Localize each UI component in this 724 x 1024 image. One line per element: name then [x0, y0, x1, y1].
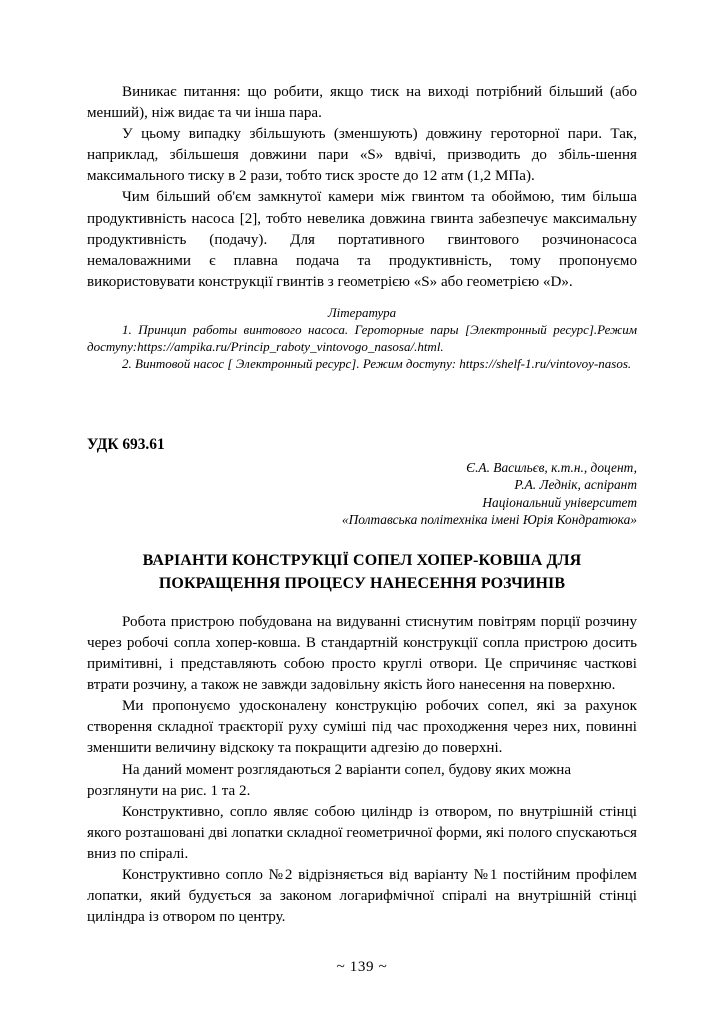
article-header — [87, 435, 637, 595]
references-section — [87, 304, 637, 373]
paragraph: У цьому випадку збільшують (зменшують) довжину героторної пари. Так, наприклад, збільшешя довжини пари «S» вдвічі, призводить до збіль-шення максимального тиску в 2 рази, тобто тиск зросте до 12 атм (1,2 МПа). — [87, 126, 637, 185]
reference-item: 1. Принцип работы винтового насоса. Героторные пары [Электронный ресурс].Режим доступу:https://ampika.ru/Princip_raboty_vintovogo_nasosa/.html. — [87, 321, 637, 355]
author-line: Р.А. Леднік, аспірант — [514, 477, 637, 493]
affiliation-line: «Полтавська політехніка імені Юрія Кондратюка» — [341, 512, 637, 528]
article-title — [87, 549, 637, 595]
references-heading: Література — [327, 304, 397, 320]
paragraph: Конструктивно сопло №2 відрізняється від варіанту №1 постійним профілем лопатки, який будується за законом логарифмічної спіралі на внутрішній стінці циліндра із отвором по центру. — [87, 867, 637, 926]
paragraph: Робота пристрою побудована на видуванні стиснутим повітрям порції розчину через робочі сопла хопер-ковша. В стандартній конструкції сопла пристрою досить примітивні, і представляють собою просто круглі отвори. Це спричиняє часткові втрати розчину, а також не завжди задовільну якість його нанесення на поверхню. — [87, 613, 637, 694]
previous-article-body — [87, 82, 637, 293]
author-line: Є.А. Васильєв, к.т.н., доцент, — [466, 459, 637, 475]
affiliation-line: Національний університет — [482, 494, 637, 510]
paragraph: Виникає питання: що робити, якщо тиск на виході потрібний більший (або менший), ніж видає та чи інша пара. — [87, 84, 637, 122]
current-article-body — [87, 612, 637, 928]
reference-item: 2. Винтовой насос [ Электронный ресурс]. Режим доступу: https://shelf-1.ru/vintovoy-nasos. — [122, 356, 632, 372]
page-content-column — [87, 82, 637, 928]
page-number: ~ 139 ~ — [336, 959, 388, 975]
article-title-line: ПОКРАЩЕННЯ ПРОЦЕСУ НАНЕСЕННЯ РОЗЧИНІВ — [158, 574, 566, 592]
paragraph: Конструктивно, сопло являє собою циліндр із отвором, по внутрішній стінці якого розташовані дві лопатки складної геометричної форми, які полого спускаються вниз по спіралі. — [87, 803, 637, 862]
paragraph: Ми пропонуємо удосконалену конструкцію робочих сопел, які за рахунок створення складної траєкторії руху суміші під час проходження через них, повинні зменшити величину відскоку та покращити адгезію до поверхні. — [87, 698, 637, 757]
author-block — [87, 459, 637, 529]
article-title-line: ВАРІАНТИ КОНСТРУКЦІЇ СОПЕЛ ХОПЕР-КОВША ДЛЯ — [142, 551, 582, 569]
paragraph: На даний момент розглядаються 2 варіанти сопел, будову яких можна розглянути на рис. 1 та 2. — [87, 761, 572, 799]
page-footer — [0, 957, 724, 977]
udk-code: УДК 693.61 — [87, 435, 165, 453]
paragraph: Чим більший об'єм замкнутої камери між гвинтом та обоймою, тим більша продуктивність насоса [2], тобто невелика довжина гвинта забезпечує максимальну продуктивність (подачу). Для портативного гвинтового розчинонасоса немаловажними є плавна подача та продуктивність, тому пропонуємо використовувати конструкції гвинтів з геометрією «S» або геометрією «D». — [87, 189, 637, 290]
